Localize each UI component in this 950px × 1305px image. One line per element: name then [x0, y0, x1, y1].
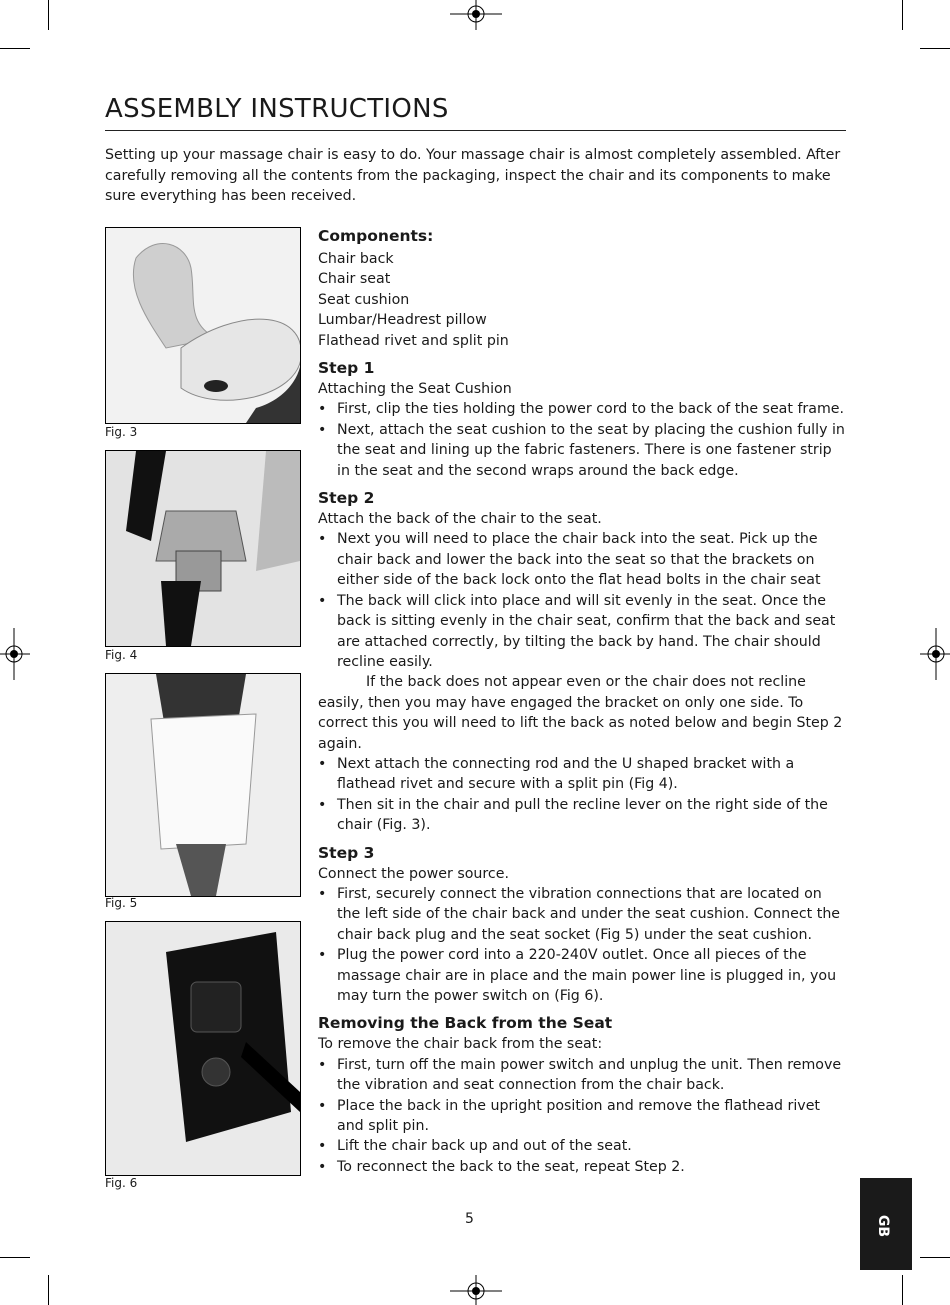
figure-6-caption: Fig. 6 [105, 1176, 138, 1190]
crop-mark [0, 48, 30, 49]
registration-mark-icon [450, 0, 502, 30]
list-item: • Place the back in the upright position and remove the flathead rivet and split pin. [318, 1096, 848, 1137]
intro-paragraph: Setting up your massage chair is easy to do. Your massage chair is almost completely assembled. After carefully removing all the contents from the packaging, inspect the chair and its components to make sure everything has been received. [105, 147, 841, 204]
step2-list [318, 529, 848, 672]
removing-lead: To remove the chair back from the seat: [318, 1036, 603, 1053]
component-item: Chair seat [318, 271, 391, 288]
list-item: • Lift the chair back up and out of the seat. [318, 1136, 848, 1156]
crop-mark [902, 1275, 903, 1305]
list-item: • First, clip the ties holding the power cord to the back of the seat frame. [318, 399, 848, 419]
list-item: • To reconnect the back to the seat, repeat Step 2. [318, 1157, 848, 1177]
component-item: Lumbar/Headrest pillow [318, 312, 487, 329]
figure-5-image [105, 673, 301, 897]
crop-mark [920, 48, 950, 49]
figure-4-image [105, 450, 301, 647]
registration-mark-icon [450, 1275, 502, 1305]
step1-lead: Attaching the Seat Cushion [318, 381, 512, 398]
step1-heading: Step 1 [318, 359, 375, 378]
step3-list [318, 884, 848, 1006]
removing-heading: Removing the Back from the Seat [318, 1014, 613, 1033]
components-list [318, 249, 848, 351]
language-tab-label: GB [875, 1214, 892, 1238]
component-item: Seat cushion [318, 291, 410, 308]
page-title: ASSEMBLY INSTRUCTIONS [105, 94, 449, 124]
figure-4-caption: Fig. 4 [105, 648, 138, 662]
step2-list-continued [318, 754, 848, 836]
list-item: • Next, attach the seat cushion to the seat by placing the cushion fully in the seat and lining up the fabric fasteners. There is one fastener strip in the seat and the second wraps around the back edge. [318, 420, 848, 481]
list-item: • Plug the power cord into a 220-240V outlet. Once all pieces of the massage chair are in place and the main power line is plugged in, you may turn the power switch on (Fig 6). [318, 945, 848, 1006]
crop-mark [902, 0, 903, 30]
figure-5-caption: Fig. 5 [105, 896, 138, 910]
component-item: Flathead rivet and split pin [318, 332, 509, 349]
step2-note: If the back does not appear even or the chair does not recline easily, then you may have engaged the bracket on only one side. To correct this you will need to lift the back as noted below and begin Step 2 again. [318, 674, 843, 752]
crop-mark [920, 1257, 950, 1258]
crop-mark [0, 1257, 30, 1258]
figure-3-image [105, 227, 301, 424]
step2-lead: Attach the back of the chair to the seat. [318, 511, 602, 528]
components-heading: Components: [318, 227, 434, 245]
step2-heading: Step 2 [318, 489, 375, 508]
list-item: • Next attach the connecting rod and the U shaped bracket with a flathead rivet and secure with a split pin (Fig 4). [318, 754, 848, 795]
step3-heading: Step 3 [318, 843, 375, 862]
registration-mark-icon [0, 628, 30, 680]
step3-lead: Connect the power source. [318, 865, 509, 882]
component-item: Chair back [318, 251, 394, 267]
step1-list [318, 399, 848, 481]
list-item: • First, securely connect the vibration connections that are located on the left side of the chair back and under the seat cushion. Connect the chair back plug and the seat socket (Fig 5) under the seat cushion. [318, 884, 848, 945]
language-tab [860, 1178, 912, 1270]
list-item: • Then sit in the chair and pull the recline lever on the right side of the chair (Fig. 3). [318, 795, 848, 836]
title-divider [105, 130, 846, 131]
figure-6-image [105, 921, 301, 1176]
list-item: • Next you will need to place the chair back into the seat. Pick up the chair back and lower the back into the seat so that the brackets on either side of the back lock onto the flat head bolts in the chair seat [318, 529, 848, 590]
list-item: • First, turn off the main power switch and unplug the unit. Then remove the vibration and seat connection from the chair back. [318, 1055, 848, 1096]
crop-mark [48, 1275, 49, 1305]
registration-mark-icon [920, 628, 950, 680]
crop-mark [48, 0, 49, 30]
instructions-column [318, 225, 848, 1177]
removing-list [318, 1055, 848, 1177]
figure-3-caption: Fig. 3 [105, 425, 138, 439]
page-number: 5 [465, 1211, 474, 1227]
list-item: • The back will click into place and will sit evenly in the seat. Once the back is sitting evenly in the chair seat, confirm that the back and seat are attached correctly, by tilting the back by hand. The chair should recline easily. [318, 591, 848, 673]
